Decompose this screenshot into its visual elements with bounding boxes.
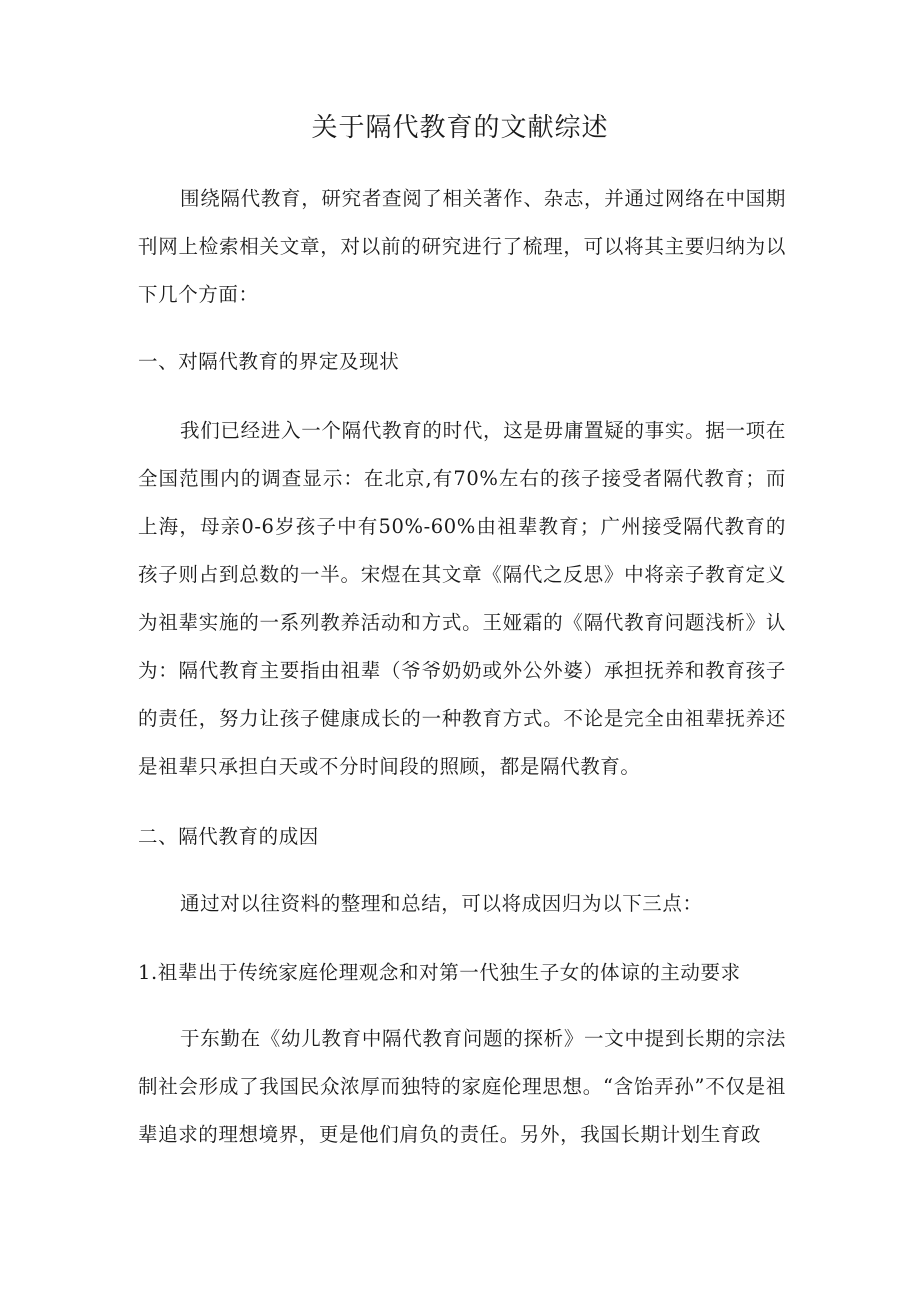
- section-1-paragraph: 我们已经进入一个隔代教育的时代，这是毋庸置疑的事实。据一项在全国范围内的调查显示：在北京,有70%左右的孩子接受者隔代教育；而上海，母亲0-6岁孩子中有50%-60%由祖辈教育；广州接受隔代教育的孩子则占到总数的一半。宋煜在其文章《隔代之反思》中将亲子教育定义为祖辈实施的一系列教养活动和方式。王娅霜的《隔代教育问题浅析》认为：隔代教育主要指由祖辈（爷爷奶奶或外公外婆）承担抚养和教育孩子的责任，努力让孩子健康成长的一种教育方式。不论是完全由祖辈抚养还是祖辈只承担白天或不分时间段的照顾，都是隔代教育。: [138, 419, 786, 778]
- point-1-paragraph: 于东勤在《幼儿教育中隔代教育问题的探析》一文中提到长期的宗法制社会形成了我国民众浓厚而独特的家庭伦理思想。“含饴弄孙”不仅是祖辈追求的理想境界，更是他们肩负的责任。另外，我国长期计划生育政: [138, 1027, 786, 1146]
- point-1-heading: 1.祖辈出于传统家庭伦理观念和对第一代独生子女的体谅的主动要求: [138, 961, 741, 984]
- section-1-heading: 一、对隔代教育的界定及现状: [138, 350, 400, 373]
- section-2-intro: 通过对以往资料的整理和总结，可以将成因归为以下三点：: [180, 892, 703, 915]
- section-2-heading: 二、隔代教育的成因: [138, 825, 319, 848]
- document-title: 关于隔代教育的文献综述: [311, 113, 609, 143]
- intro-paragraph: 围绕隔代教育，研究者查阅了相关著作、杂志，并通过网络在中国期刊网上检索相关文章，对以前的研究进行了梳理，可以将其主要归纳为以下几个方面：: [138, 187, 786, 306]
